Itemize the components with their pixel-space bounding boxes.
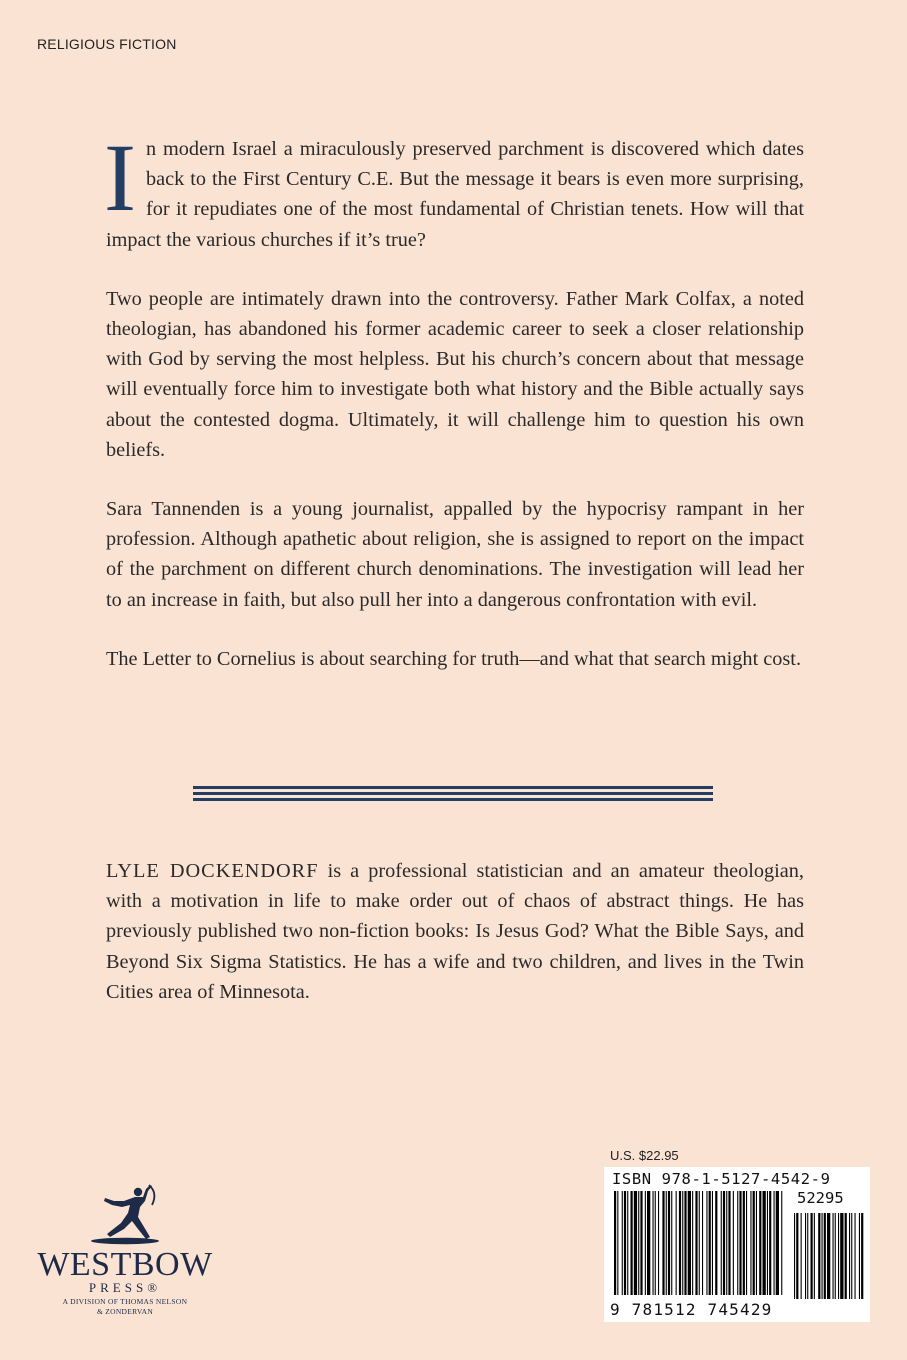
barcode-bar <box>682 1191 683 1295</box>
barcode-addon-bar <box>805 1213 806 1299</box>
barcode-bar <box>712 1191 713 1295</box>
barcode-bar <box>668 1191 670 1295</box>
barcode-bar <box>662 1191 664 1295</box>
barcode-addon-bar <box>824 1213 826 1299</box>
barcode-bar <box>759 1191 761 1295</box>
barcode-bar <box>617 1191 618 1295</box>
westbow-figure-icon <box>88 1183 162 1245</box>
barcode-bar <box>695 1191 697 1295</box>
publisher-division-line-1: A DIVISION OF THOMAS NELSON <box>62 1297 188 1306</box>
barcode-bar <box>688 1191 691 1295</box>
barcode-addon-bar <box>840 1213 843 1299</box>
barcode-bars <box>612 1191 864 1303</box>
barcode-bar <box>699 1191 700 1295</box>
blurb-paragraph-1: In modern Israel a miraculously preserved parchment is discovered which dates back to the First Century C.E. But the message it bears is even more surprising, for it repudiates one of the most fundamental of Christian tenets. How will that impact the various churches if it’s true? <box>104 124 804 251</box>
barcode-bar <box>726 1191 727 1295</box>
barcode-bar <box>647 1191 650 1295</box>
barcode-bar <box>671 1191 672 1295</box>
barcode-bar <box>655 1191 656 1295</box>
barcode-addon-bar <box>811 1213 813 1299</box>
barcode-addon-bar <box>851 1213 852 1299</box>
barcode-bar <box>666 1191 667 1295</box>
barcode-addon-bar <box>835 1213 836 1299</box>
barcode-bar <box>743 1191 745 1295</box>
genre-label: RELIGIOUS FICTION <box>37 36 177 52</box>
barcode-addon-bar <box>861 1213 863 1299</box>
barcode-bar <box>631 1191 633 1295</box>
publisher-division-line-2: & ZONDERVAN <box>96 1307 154 1316</box>
barcode-addon-bar <box>796 1213 798 1299</box>
barcode-bar <box>645 1191 646 1295</box>
barcode-bar <box>721 1191 722 1295</box>
barcode-digits: 9 781512 745429 <box>610 1300 773 1319</box>
barcode-bar <box>706 1191 707 1295</box>
author-bio <box>106 856 804 1007</box>
author-name: LYLE DOCKENDORF <box>106 860 319 882</box>
barcode-bar <box>692 1191 693 1295</box>
barcode-addon-bar <box>814 1213 815 1299</box>
barcode-bar <box>763 1191 766 1295</box>
price-label: U.S. $22.95 <box>610 1148 679 1163</box>
barcode-bar <box>723 1191 725 1295</box>
barcode-addon-bar <box>859 1213 860 1299</box>
barcode-bar <box>634 1191 637 1295</box>
barcode-bar <box>728 1191 730 1295</box>
barcode-bar <box>739 1191 741 1295</box>
barcode-addon-bar <box>849 1213 850 1299</box>
barcode-bar <box>709 1191 711 1295</box>
barcode-bar <box>640 1191 642 1295</box>
publisher-logo <box>30 1183 220 1317</box>
barcode-addon-bar <box>822 1213 823 1299</box>
barcode-addon-bar <box>845 1213 847 1299</box>
barcode-addon-bar <box>833 1213 834 1299</box>
barcode-bar <box>781 1191 782 1295</box>
barcode-bar <box>676 1191 677 1295</box>
barcode-bar <box>774 1191 775 1295</box>
barcode-addon-number: 52295 <box>797 1189 844 1207</box>
barcode-bar <box>624 1191 626 1295</box>
book-description <box>104 124 804 703</box>
barcode-addon-bar <box>838 1213 839 1299</box>
barcode-bar <box>746 1191 747 1295</box>
isbn-barcode <box>604 1167 870 1322</box>
isbn-text: ISBN 978-1-5127-4542-9 <box>612 1170 831 1188</box>
barcode-addon-bar <box>818 1213 820 1299</box>
barcode-bar <box>614 1191 616 1295</box>
barcode-addon-bar <box>801 1213 802 1299</box>
barcode-bar <box>622 1191 623 1295</box>
barcode-bar <box>627 1191 628 1295</box>
barcode-bar <box>756 1191 757 1295</box>
barcode-bar <box>679 1191 681 1295</box>
barcode-bar <box>684 1191 686 1295</box>
author-bio-text: is a professional statistician and an amateur theologian, with a motivation in life to make order out of chaos of abstract things. He has previously published two non-fiction books: Is Jesus God? What the Bible Says, and Beyond Six Sigma Statistics. He has a wife and two children, and lives in the Twin Cities area of Minnesota. <box>106 860 804 1003</box>
publisher-press: PRESS® <box>88 1280 162 1295</box>
blurb-paragraph-4: The Letter to Cornelius is about searching for truth—and what that search might cost. <box>106 647 802 670</box>
blurb-paragraph-2: Two people are intimately drawn into the controversy. Father Mark Colfax, a noted theologian, has abandoned his former academic career to seek a closer relationship with God by serving the most helpless. But his church’s concern about that message will eventually force him to investigate both what history and the Bible actually says about the contested dogma. Ultimately, it will challenge him to question his own beliefs. <box>106 287 804 461</box>
barcode-bar <box>767 1191 768 1295</box>
barcode-addon-bar <box>827 1213 830 1299</box>
divider-line <box>193 786 713 789</box>
drop-cap: I <box>104 124 136 231</box>
barcode-bar <box>658 1191 659 1295</box>
barcode-bar <box>715 1191 717 1295</box>
barcode-bar <box>653 1191 654 1295</box>
barcode-bar <box>769 1191 771 1295</box>
barcode-bar <box>750 1191 751 1295</box>
barcode-bar <box>733 1191 734 1295</box>
publisher-name: WESTBOW <box>37 1246 213 1283</box>
barcode-bar <box>638 1191 639 1295</box>
barcode-bar <box>776 1191 779 1295</box>
divider-line <box>193 798 713 801</box>
blurb-paragraph-3: Sara Tannenden is a young journalist, appalled by the hypocrisy rampant in her profession. Although apathetic about religion, she is assigned to report on the impact of the parchment on different church denominations. The investigation will lead her to an increase in faith, but also pull her into a dangerous confrontation with evil. <box>106 498 804 611</box>
barcode-bar <box>737 1191 738 1295</box>
barcode-bar <box>753 1191 755 1295</box>
barcode-addon-bar <box>807 1213 808 1299</box>
barcode-addon-bar <box>855 1213 856 1299</box>
barcode-bar <box>702 1191 703 1295</box>
divider-line <box>193 792 713 795</box>
barcode-addon-bar <box>794 1213 795 1299</box>
